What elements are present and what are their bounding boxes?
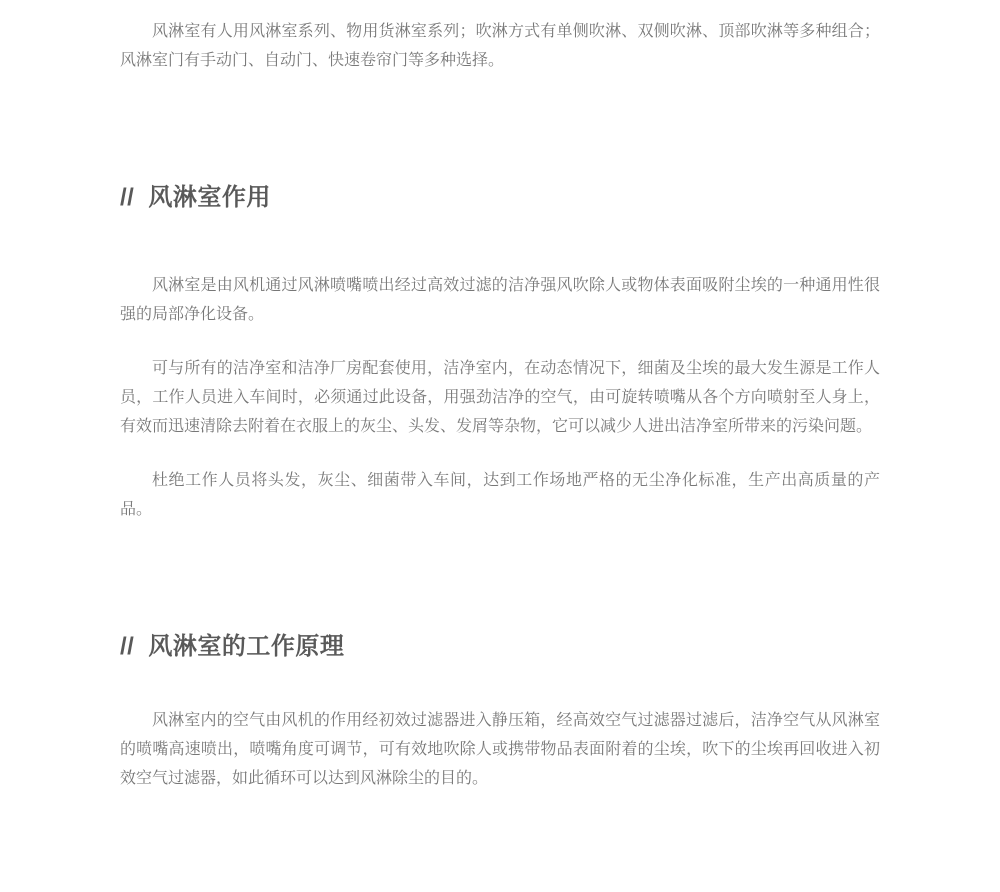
principle-paragraph-1: 风淋室内的空气由风机的作用经初效过滤器进入静压箱，经高效空气过滤器过滤后，洁净空气从风淋室的喷嘴高速喷出，喷嘴角度可调节，可有效地吹除人或携带物品表面附着的尘埃，吹下的尘埃再回收进入初效空气过滤器，如此循环可以达到风淋除尘的目的。 bbox=[120, 712, 880, 787]
section-heading-working-principle bbox=[120, 630, 880, 664]
section-heading-function-text: 风淋室作用 bbox=[148, 184, 271, 211]
function-paragraph-1: 风淋室是由风机通过风淋喷嘴喷出经过高效过滤的洁净强风吹除人或物体表面吸附尘埃的一种通用性很强的局部净化设备。 bbox=[120, 277, 880, 323]
section-heading-function bbox=[120, 181, 880, 215]
article-content bbox=[120, 0, 880, 793]
intro-paragraph: 风淋室有人用风淋室系列、物用货淋室系列；吹淋方式有单侧吹淋、双侧吹淋、顶部吹淋等多种组合；风淋室门有手动门、自动门、快速卷帘门等多种选择。 bbox=[120, 23, 880, 69]
heading-slash-marker: // bbox=[120, 633, 135, 660]
function-paragraph-2: 可与所有的洁净室和洁净厂房配套使用，洁净室内，在动态情况下，细菌及尘埃的最大发生源是工作人员，工作人员进入车间时，必须通过此设备，用强劲洁净的空气，由可旋转喷嘴从各个方向喷射至人身上，有效而迅速清除去附着在衣服上的灰尘、头发、发屑等杂物，它可以减少人进出洁净室所带来的污染问题。 bbox=[120, 360, 880, 435]
function-paragraph-3: 杜绝工作人员将头发，灰尘、细菌带入车间，达到工作场地严格的无尘净化标准，生产出高质量的产品。 bbox=[120, 472, 880, 518]
heading-slash-marker: // bbox=[120, 184, 135, 211]
section-heading-working-principle-text: 风淋室的工作原理 bbox=[148, 633, 345, 660]
